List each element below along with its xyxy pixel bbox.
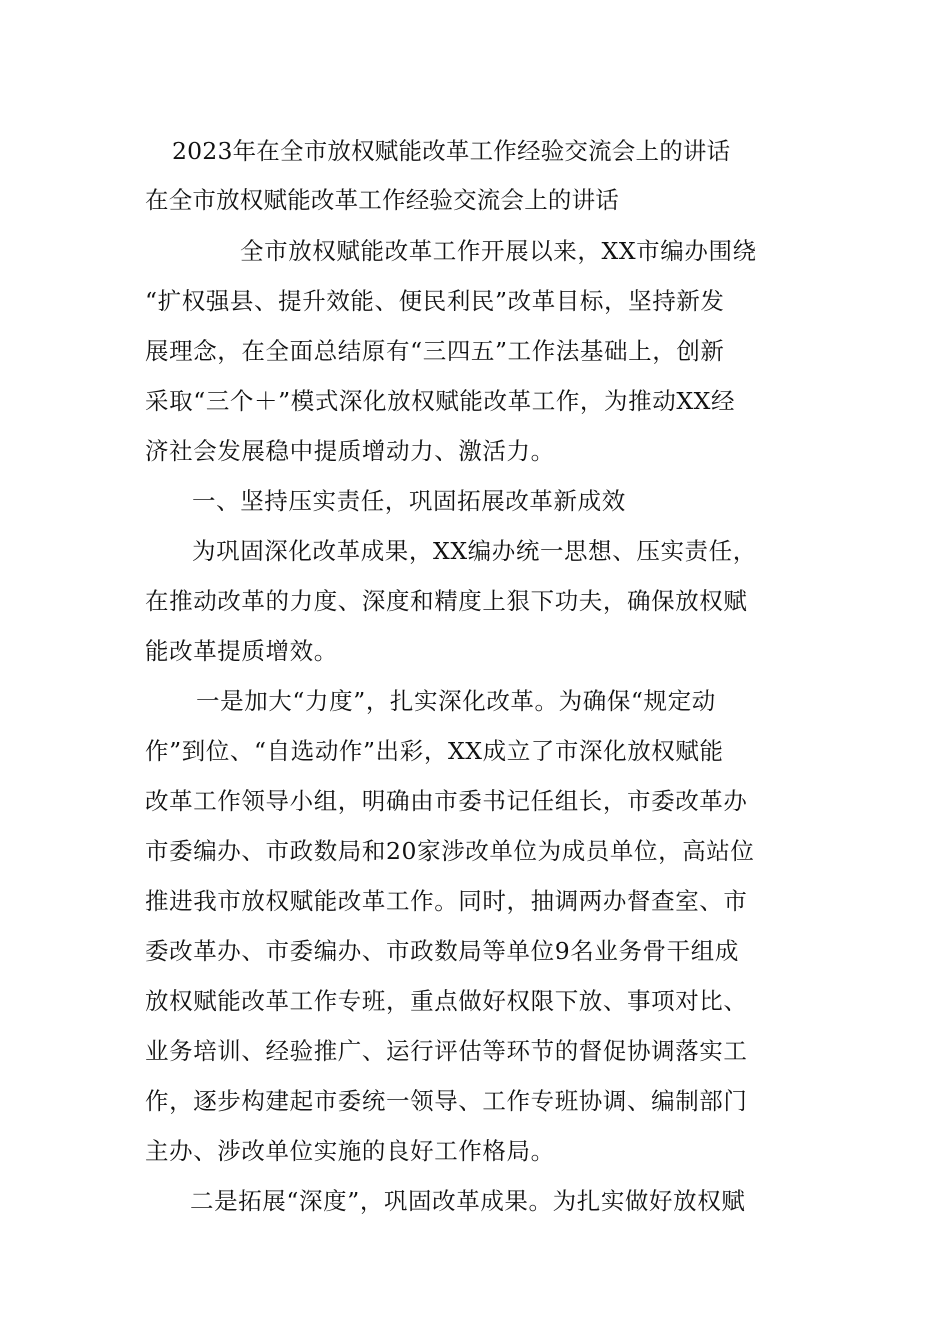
- paragraph-line: 济社会发展稳中提质增动力、激活力。: [145, 437, 555, 465]
- paragraph-line: 在推动改革的力度、深度和精度上狠下功夫，确保放权赋: [145, 587, 748, 615]
- document-subtitle: 在全市放权赋能改革工作经验交流会上的讲话: [145, 186, 619, 214]
- paragraph-line: 作，逐步构建起市委统一领导、工作专班协调、编制部门: [145, 1087, 748, 1115]
- paragraph-line: “扩权强县、提升效能、便民利民”改革目标，坚持新发: [145, 287, 725, 315]
- paragraph-line: 放权赋能改革工作专班，重点做好权限下放、事项对比、: [145, 987, 748, 1015]
- section-heading: 一、坚持压实责任，巩固拓展改革新成效: [192, 487, 626, 515]
- paragraph-line: 一是加大“力度”，扎实深化改革。为确保“规定动: [196, 687, 716, 715]
- paragraph-line: 委改革办、市委编办、市政数局等单位9名业务骨干组成: [145, 937, 739, 965]
- paragraph-line: 展理念，在全面总结原有“三四五”工作法基础上，创新: [145, 337, 725, 365]
- paragraph-line: 推进我市放权赋能改革工作。同时，抽调两办督查室、市: [145, 887, 748, 915]
- paragraph-line: 作”到位、“自选动作”出彩，XX成立了市深化放权赋能: [145, 737, 724, 765]
- paragraph-line: 市委编办、市政数局和20家涉改单位为成员单位，高站位: [145, 837, 755, 865]
- paragraph-line: 主办、涉改单位实施的良好工作格局。: [145, 1137, 555, 1165]
- paragraph-line: 全市放权赋能改革工作开展以来，XX市编办围绕: [240, 237, 757, 265]
- paragraph-line: 为巩固深化改革成果，XX编办统一思想、压实责任，: [192, 537, 757, 565]
- paragraph-line: 二是拓展“深度”，巩固改革成果。为扎实做好放权赋: [190, 1187, 746, 1215]
- paragraph-line: 采取“三个＋”模式深化放权赋能改革工作，为推动XX经: [145, 387, 736, 415]
- document-title: 2023年在全市放权赋能改革工作经验交流会上的讲话: [172, 137, 731, 165]
- paragraph-line: 能改革提质增效。: [145, 637, 338, 665]
- paragraph-line: 改革工作领导小组，明确由市委书记任组长，市委改革办: [145, 787, 748, 815]
- paragraph-line: 业务培训、经验推广、运行评估等环节的督促协调落实工: [145, 1037, 748, 1065]
